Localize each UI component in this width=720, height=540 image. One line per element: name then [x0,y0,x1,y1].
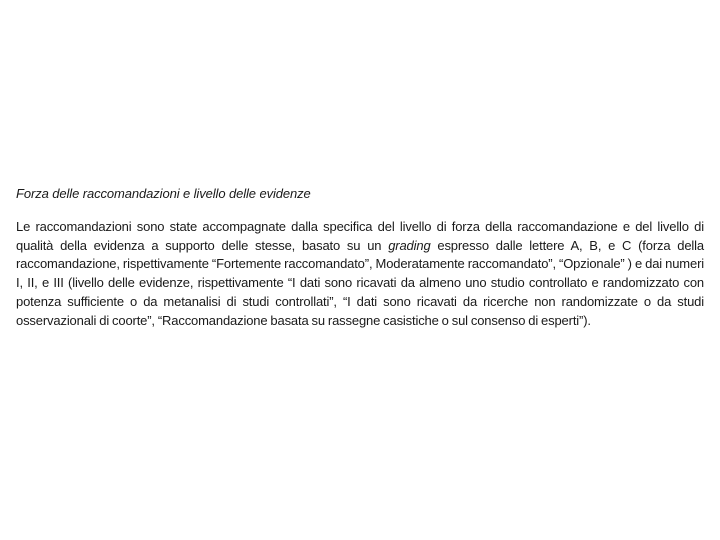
body-paragraph [16,218,704,330]
grading-emphasis: grading [388,237,431,253]
paragraph-text-part-1: Le raccomandazioni sono state accompagnate dalla specifica del livello di forza della raccomandazione e del livello di qualità della evidenza a supporto delle stesse, basato su un [16,219,704,253]
section-heading: Forza delle raccomandazioni e livello delle evidenze [16,186,311,201]
paragraph-text-part-2: espresso dalle lettere A, B, e C (forza della raccomandazione, rispettivamente “Fortemente raccomandato”, Moderatamente raccomandato”, “Opzionale” ) e dai numeri I, II, e III (livello delle evidenze, rispettivamente “I dati sono ricavati da almeno uno studio controllato e randomizzato con potenza sufficiente o da metanalisi di studi controllati”, “I dati sono ricavati da ricerche non randomizzate o da studi osservazionali di coorte”, “Raccomandazione basata su rassegne casistiche o sul consenso di esperti”). [16,237,704,328]
